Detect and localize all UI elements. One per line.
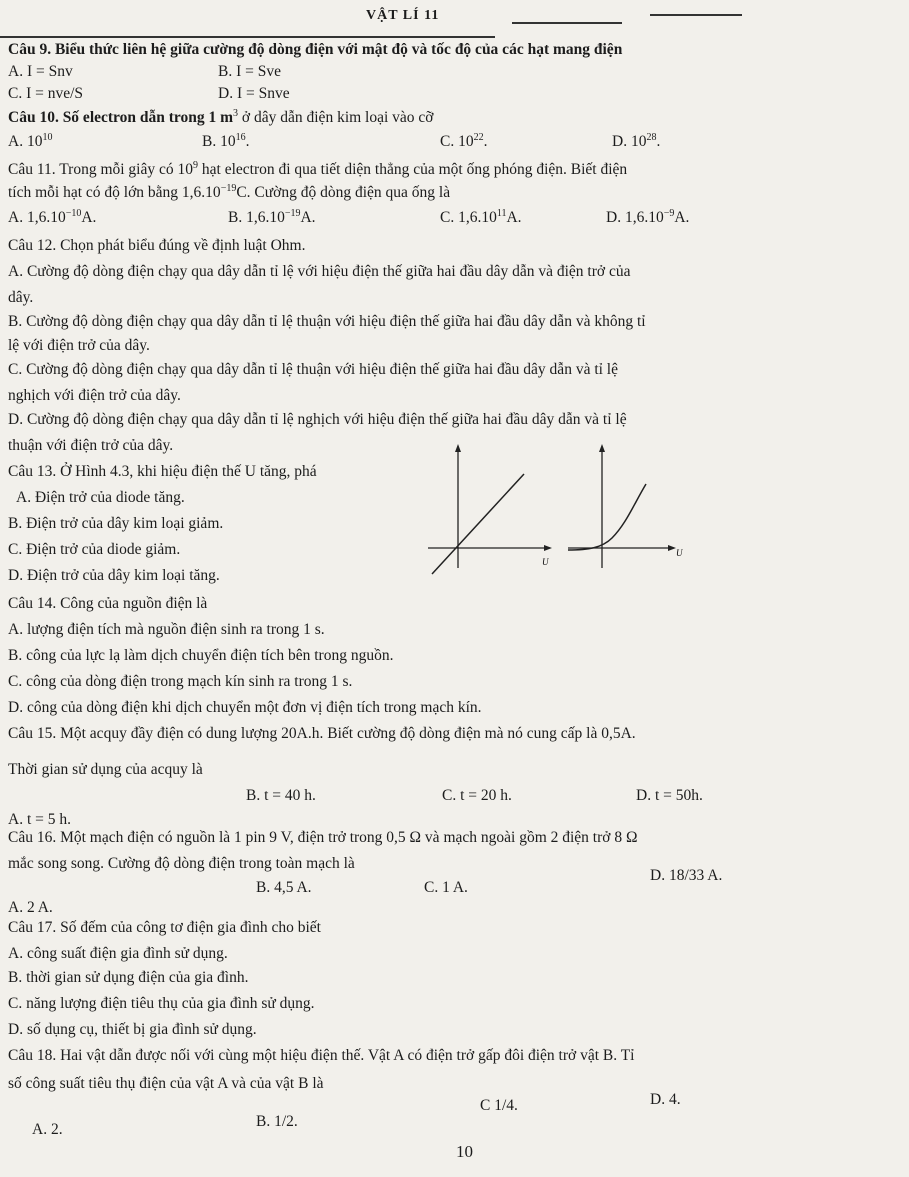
q15-option-c: C. t = 20 h. [442, 787, 512, 804]
q15-line1: Câu 15. Một acquy đầy điện có dung lượng 20A.h. Biết cường độ dòng điện mà nó cung cấp là 0,5A. [8, 725, 636, 742]
header-rule-right [650, 14, 742, 16]
q17-option-c: C. năng lượng điện tiêu thụ của gia đình sử dụng. [8, 995, 315, 1012]
graph1-y-arrow [455, 444, 461, 452]
q11-option-c: C. 1,6.10$^{11}$A. [440, 207, 522, 226]
q14-option-b: B. công của lực lạ làm dịch chuyển điện tích bên trong nguồn. [8, 647, 394, 664]
q16-option-c: C. 1 A. [424, 879, 468, 896]
header-rule-mid [512, 22, 622, 24]
q12-option-a-line1: A. Cường độ dòng điện chạy qua dây dẫn tỉ lệ với hiệu điện thế giữa hai đầu dây dẫn và điện trở của [8, 263, 631, 280]
q15-option-d: D. t = 50h. [636, 787, 703, 804]
q18-option-d: D. 4. [650, 1091, 681, 1108]
q14-option-d: D. công của dòng điện khi dịch chuyển một đơn vị điện tích trong mạch kín. [8, 699, 482, 716]
q14-stem: Câu 14. Công của nguồn điện là [8, 595, 208, 612]
q17-option-d: D. số dụng cụ, thiết bị gia đình sử dụng. [8, 1021, 257, 1038]
page-header-title: VẬT LÍ 11 [366, 8, 440, 23]
q18-line1: Câu 18. Hai vật dẫn được nối với cùng một hiệu điện thế. Vật A có điện trở gấp đôi điện trở vật B. Tỉ [8, 1047, 635, 1064]
q9-option-a: A. I = Snv [8, 63, 73, 80]
graph1-x-arrow [544, 545, 552, 551]
q13-option-a: A. Điện trở của diode tăng. [16, 489, 185, 506]
q11-option-d: D. $1,6.10^{-9}A$. [606, 207, 690, 226]
q14-option-c: C. công của dòng điện trong mạch kín sinh ra trong 1 s. [8, 673, 353, 690]
page-number: 10 [456, 1142, 473, 1161]
q12-stem: Câu 12. Chọn phát biểu đúng về định luật Ohm. [8, 237, 306, 254]
q9-stem: Câu 9. Biểu thức liên hệ giữa cường độ dòng điện với mật độ và tốc độ của các hạt mang điện [8, 41, 623, 58]
q16-line1: Câu 16. Một mạch điện có nguồn là 1 pin 9 V, điện trở trong 0,5 Ω và mạch ngoài gồm 2 điện trở 8 Ω [8, 829, 638, 846]
diode-iu-graph [568, 438, 688, 578]
q13-option-d: D. Điện trở của dây kim loại tăng. [8, 567, 220, 584]
q12-option-b-line1: B. Cường độ dòng điện chạy qua dây dẫn tỉ lệ thuận với hiệu điện thế giữa hai đầu dây dẫn và không tỉ [8, 313, 646, 330]
q13-option-c: C. Điện trở của diode giảm. [8, 541, 181, 558]
q15-option-a: A. t = 5 h. [8, 811, 71, 828]
q11-option-b: B. $1,6.10^{-19}A$. [228, 207, 316, 226]
q15-option-b: B. t = 40 h. [246, 787, 316, 804]
q16-option-d: D. 18/33 A. [650, 867, 723, 884]
q11-line2: tích mỗi hạt có độ lớn bằng $1,6.10^{-19}C$. Cường độ dòng điện qua ống là [8, 182, 451, 201]
q12-option-a-line2: dây. [8, 289, 34, 306]
q12-option-d-line1: D. Cường độ dòng điện chạy qua dây dẫn tỉ lệ nghịch với hiệu điện thế giữa hai đầu dây dẫn và tỉ lệ [8, 411, 627, 428]
q16-option-a: A. 2 A. [8, 899, 53, 916]
q16-line2: mắc song song. Cường độ dòng điện trong toàn mạch là [8, 855, 355, 872]
q17-stem: Câu 17. Số đếm của công tơ điện gia đình cho biết [8, 919, 321, 936]
q9-option-d: D. I = Snve [218, 85, 290, 102]
q12-option-b-line2: lệ với điện trở của dây. [8, 337, 150, 354]
q11-line1: Câu 11. Trong mỗi giây có $10^9$ hạt electron đi qua tiết diện thẳng của một ống phóng điện. Biết điện [8, 159, 628, 178]
graph1-line [432, 474, 524, 574]
q15-line2: Thời gian sử dụng của acquy là [8, 761, 203, 778]
graph2-x-arrow [668, 545, 676, 551]
q9-option-c: C. I = nve/S [8, 85, 84, 102]
q9-option-b: B. I = Sve [218, 63, 281, 80]
graph2-axis-label: U [676, 548, 683, 558]
q12-option-d-line2: thuận với điện trở của dây. [8, 437, 174, 454]
metal-wire-iu-graph [428, 438, 568, 578]
q14-option-a: A. lượng điện tích mà nguồn điện sinh ra trong 1 s. [8, 621, 325, 638]
q18-option-c: C 1/4. [480, 1097, 518, 1114]
graph1-axis-label: U [542, 557, 549, 567]
q10-option-d: D. $10^{28}$. [612, 131, 661, 150]
q10-option-a: A. $10^{10}$ [8, 131, 53, 150]
q16-option-b: B. 4,5 A. [256, 879, 312, 896]
graph2-y-arrow [599, 444, 605, 452]
q11-option-a: A. $1,6.10^{-10}A$. [8, 207, 97, 226]
q18-option-b: B. 1/2. [256, 1113, 298, 1130]
q10-option-b: B. $10^{16}$. [202, 131, 250, 150]
q18-option-a: A. 2. [32, 1121, 63, 1138]
q10-option-c: C. $10^{22}$. [440, 131, 488, 150]
header-rule-left [0, 36, 495, 38]
q18-line2: số công suất tiêu thụ điện của vật A và của vật B là [8, 1075, 324, 1092]
q13-option-b: B. Điện trở của dây kim loại giảm. [8, 515, 224, 532]
q17-option-a: A. công suất điện gia đình sử dụng. [8, 945, 228, 962]
q17-option-b: B. thời gian sử dụng điện của gia đình. [8, 969, 249, 986]
q12-option-c-line2: nghịch với điện trở của dây. [8, 387, 181, 404]
q10-stem: Câu 10. Số electron dẫn trong 1 $m^3$ ở dây dẫn điện kim loại vào cỡ [8, 107, 434, 126]
graph2-curve [568, 484, 646, 550]
q13-stem: Câu 13. Ở Hình 4.3, khi hiệu điện thế U tăng, phá [8, 463, 317, 480]
q12-option-c-line1: C. Cường độ dòng điện chạy qua dây dẫn tỉ lệ thuận với hiệu điện thế giữa hai đầu dây dẫn và tỉ lệ [8, 361, 618, 378]
